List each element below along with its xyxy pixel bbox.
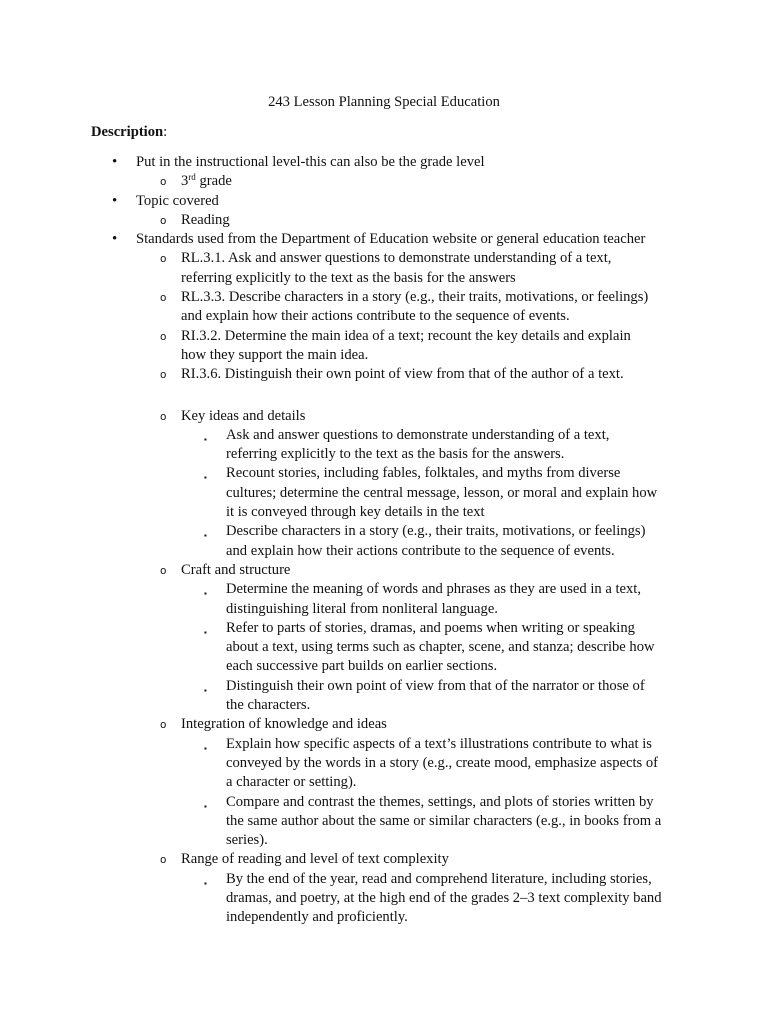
key-ideas-1-line1: Ask and answer questions to demonstrate understanding of a text, <box>226 426 610 443</box>
integration-1-line3: a character or setting). <box>226 774 357 791</box>
list-item <box>0 230 768 249</box>
range-1-line3: independently and proficiently. <box>226 909 408 926</box>
list-item-continuation <box>0 269 768 288</box>
craft-heading: Craft and structure <box>181 561 291 578</box>
circle-marker: o <box>160 369 167 382</box>
circle-marker: o <box>160 214 167 227</box>
square-marker: ▪ <box>204 743 207 753</box>
key-ideas-2-line1: Recount stories, including fables, folktales, and myths from diverse <box>226 465 621 482</box>
list-item-continuation <box>0 812 768 831</box>
craft-1-line2: distinguishing literal from nonliteral language. <box>226 600 498 617</box>
key-ideas-3-line2: and explain how their actions contribute to the sequence of events. <box>226 542 615 559</box>
circle-marker: o <box>160 564 167 577</box>
list-item <box>0 288 768 307</box>
square-marker: ▪ <box>204 473 207 483</box>
craft-2-line1: Refer to parts of stories, dramas, and poems when writing or speaking <box>226 619 635 636</box>
list-item <box>0 249 768 268</box>
list-item-continuation <box>0 346 768 365</box>
square-marker: ▪ <box>204 801 207 811</box>
list-item <box>0 153 768 172</box>
list-item <box>0 735 768 754</box>
list-item <box>0 793 768 812</box>
list-item <box>0 522 768 541</box>
square-marker: ▪ <box>204 531 207 541</box>
list-item <box>0 561 768 580</box>
bullet-marker: • <box>112 231 118 248</box>
list-item-continuation <box>0 445 768 464</box>
document-body <box>0 153 768 928</box>
grade-word: grade <box>195 173 232 190</box>
standard-rl31-line1: RL.3.1. Ask and answer questions to demonstrate understanding of a text, <box>181 250 612 267</box>
square-marker: ▪ <box>204 434 207 444</box>
key-ideas-2-line2: cultures; determine the central message, lesson, or moral and explain how <box>226 484 658 501</box>
craft-2-line2: about a text, using terms such as chapter, scene, and stanza; describe how <box>226 639 655 656</box>
square-marker: ▪ <box>204 685 207 695</box>
list-item <box>0 850 768 869</box>
standard-rl31-line2: referring explicitly to the text as the basis for the answers <box>181 269 516 286</box>
list-item <box>0 327 768 346</box>
list-item <box>0 365 768 384</box>
list-item-continuation <box>0 503 768 522</box>
list-item <box>0 211 768 230</box>
craft-1-line1: Determine the meaning of words and phrases as they are used in a text, <box>226 581 641 598</box>
integration-2-line3: series). <box>226 832 268 849</box>
list-item-continuation <box>0 638 768 657</box>
standard-rl33-line2: and explain how their actions contribute to the sequence of events. <box>181 308 570 325</box>
circle-marker: o <box>160 719 167 732</box>
key-ideas-1-line2: referring explicitly to the text as the basis for the answers. <box>226 446 565 463</box>
list-item-continuation <box>0 908 768 927</box>
circle-marker: o <box>160 854 167 867</box>
craft-3-line2: the characters. <box>226 697 311 714</box>
list-item <box>0 426 768 445</box>
list-item-continuation <box>0 657 768 676</box>
square-marker: ▪ <box>204 589 207 599</box>
description-heading <box>91 123 167 142</box>
standard-rl33-line1: RL.3.3. Describe characters in a story (e.g., their traits, motivations, or feelings) <box>181 289 649 306</box>
craft-2-line3: each successive part builds on earlier sections. <box>226 658 498 675</box>
key-ideas-heading: Key ideas and details <box>181 407 306 424</box>
list-item-continuation <box>0 696 768 715</box>
integration-2-line1: Compare and contrast the themes, settings, and plots of stories written by <box>226 793 654 810</box>
list-item-continuation <box>0 542 768 561</box>
list-item-continuation <box>0 484 768 503</box>
range-1-line2: dramas, and poetry, at the high end of the grades 2–3 text complexity band <box>226 889 662 906</box>
integration-2-line2: the same author about the same or similar characters (e.g., in books from a <box>226 812 662 829</box>
key-ideas-2-line3: it is conveyed through key details in the text <box>226 504 485 521</box>
integration-1-line1: Explain how specific aspects of a text’s illustrations contribute to what is <box>226 735 652 752</box>
spacer <box>0 385 768 407</box>
list-item-continuation <box>0 307 768 326</box>
circle-marker: o <box>160 330 167 343</box>
topic-text: Topic covered <box>136 192 219 209</box>
standards-text: Standards used from the Department of Education website or general education teacher <box>136 231 646 248</box>
square-marker: ▪ <box>204 627 207 637</box>
list-item <box>0 464 768 483</box>
standard-ri36: RI.3.6. Distinguish their own point of view from that of the author of a text. <box>181 366 624 383</box>
grade-number: 3 <box>181 173 189 190</box>
circle-marker: o <box>160 253 167 266</box>
grade-suffix: rd <box>188 172 196 183</box>
list-item-continuation <box>0 773 768 792</box>
bullet-marker: • <box>112 192 118 209</box>
key-ideas-3-line1: Describe characters in a story (e.g., their traits, motivations, or feelings) <box>226 523 646 540</box>
standard-ri32-line1: RI.3.2. Determine the main idea of a text; recount the key details and explain <box>181 327 631 344</box>
circle-marker: o <box>160 176 167 189</box>
bullet-marker: • <box>112 154 118 170</box>
list-item <box>0 580 768 599</box>
list-item-continuation <box>0 754 768 773</box>
range-heading: Range of reading and level of text complexity <box>181 851 449 868</box>
list-item <box>0 870 768 889</box>
list-item-continuation <box>0 831 768 850</box>
description-colon: : <box>163 124 168 140</box>
topic-value: Reading <box>181 211 230 228</box>
integration-1-line2: conveyed by the words in a story (e.g., create mood, emphasize aspects of <box>226 754 658 771</box>
circle-marker: o <box>160 410 167 423</box>
list-item <box>0 715 768 734</box>
craft-3-line1: Distinguish their own point of view from that of the narrator or those of <box>226 677 645 694</box>
range-1-line1: By the end of the year, read and comprehend literature, including stories, <box>226 870 652 887</box>
circle-marker: o <box>160 292 167 305</box>
description-label: Description <box>91 124 164 140</box>
document-title: 243 Lesson Planning Special Education <box>268 94 500 110</box>
instructional-level-text: Put in the instructional level-this can also be the grade level <box>136 154 485 170</box>
list-item <box>0 677 768 696</box>
grade-text <box>181 173 232 189</box>
list-item-continuation <box>0 600 768 619</box>
square-marker: ▪ <box>204 878 207 888</box>
list-item <box>0 619 768 638</box>
list-item <box>0 172 768 191</box>
list-item <box>0 407 768 426</box>
integration-heading: Integration of knowledge and ideas <box>181 716 387 733</box>
standard-ri32-line2: how they support the main idea. <box>181 346 369 363</box>
list-item <box>0 192 768 211</box>
list-item-continuation <box>0 889 768 908</box>
